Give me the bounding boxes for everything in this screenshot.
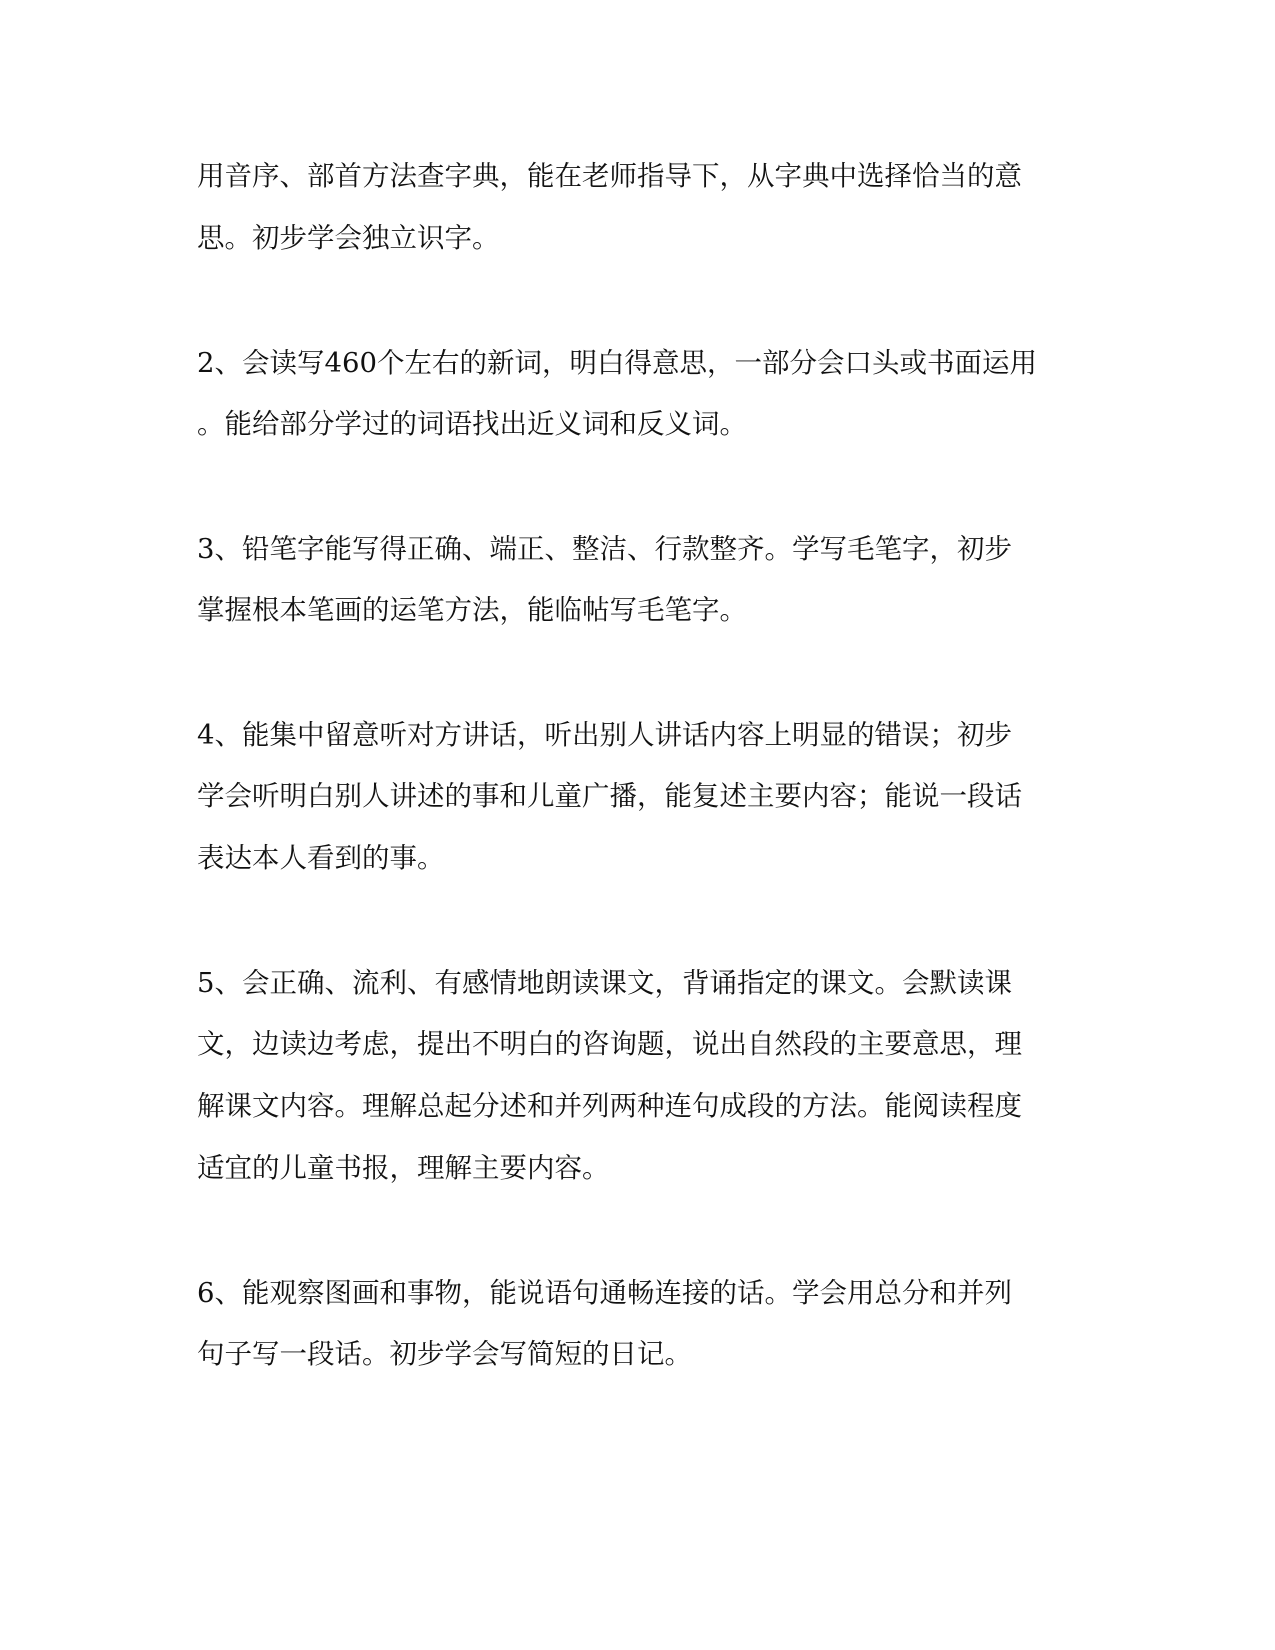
paragraph-line: 用音序、部首方法查字典，能在老师指导下，从字典中选择恰当的意 [197, 160, 1022, 192]
paragraph-line: 掌握根本笔画的运笔方法，能临帖写毛笔字。 [197, 594, 747, 626]
paragraph-line: 解课文内容。理解总起分述和并列两种连句成段的方法。能阅读程度 [197, 1090, 1022, 1122]
paragraph-line: 文，边读边考虑，提出不明白的咨询题，说出自然段的主要意思，理 [197, 1028, 1022, 1060]
paragraph-line: 5、会正确、流利、有感情地朗读课文，背诵指定的课文。会默读课 [197, 967, 1012, 999]
paragraph-line: 思。初步学会独立识字。 [197, 222, 500, 254]
paragraph-line: 表达本人看到的事。 [197, 842, 445, 874]
paragraph-line: 。能给部分学过的词语找出近义词和反义词。 [197, 408, 747, 440]
paragraph-line: 学会听明白别人讲述的事和儿童广播，能复述主要内容；能说一段话 [197, 780, 1022, 812]
paragraph-line: 2、会读写460个左右的新词，明白得意思，一部分会口头或书面运用 [197, 347, 1037, 379]
paragraph-line: 4、能集中留意听对方讲话，听出别人讲话内容上明显的错误；初步 [197, 719, 1012, 751]
paragraph-line: 3、铅笔字能写得正确、端正、整洁、行款整齐。学写毛笔字，初步 [197, 533, 1012, 565]
paragraph-line: 6、能观察图画和事物，能说语句通畅连接的话。学会用总分和并列 [197, 1277, 1012, 1309]
paragraph-line: 句子写一段话。初步学会写简短的日记。 [197, 1338, 692, 1370]
paragraph-line: 适宜的儿童书报，理解主要内容。 [197, 1152, 610, 1184]
